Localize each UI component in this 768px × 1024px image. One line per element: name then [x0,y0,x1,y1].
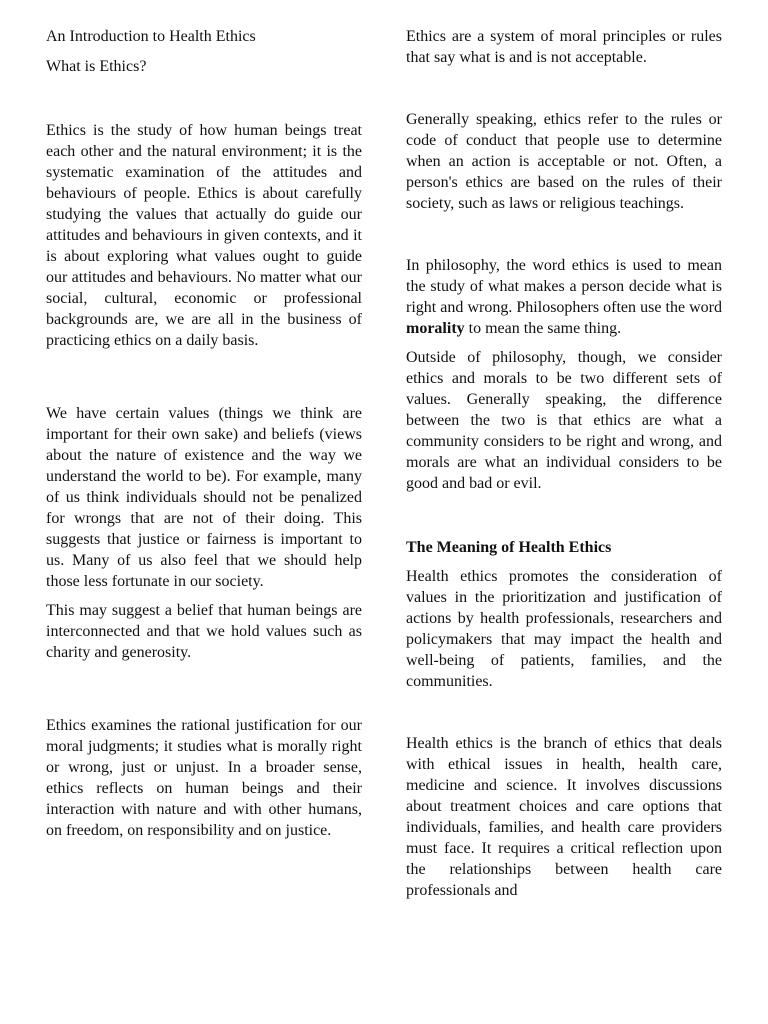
paragraph-rational-justification: Ethics examines the rational justification for our moral judgments; it studies what is morally right or wrong, just or unjust. In a broader sense, ethics reflects on human beings and their interaction with nature and with other humans, on freedom, on responsibility and on justice. [46,717,362,839]
philosophy-text-end: to mean the same thing. [464,320,622,337]
paragraph-health-ethics-promotes: Health ethics promotes the consideration of values in the prioritization and justification of actions by health professionals, researchers and policymakers that may impact the health and well-being of patients, families, and the communities. [406,568,722,690]
philosophy-text-start: In philosophy, the word ethics is used to mean the study of what makes a person decide what is right and wrong. Philosophers often use the word [406,257,722,316]
document-title: An Introduction to Health Ethics [46,28,256,45]
paragraph-ethics-definition: Ethics is the study of how human beings treat each other and the natural environment; it is the systematic examination of the attitudes and behaviours of people. Ethics is about carefully studying the values that actually do guide our attitudes and behaviours in given contexts, and it is about exploring what values ought to guide our attitudes and behaviours. No matter what our social, cultural, economic or professional backgrounds are, we are all in the business of practicing ethics on a daily basis. [46,122,362,349]
paragraph-rules-of-conduct: Generally speaking, ethics refer to the rules or code of conduct that people use to determine when an action is acceptable or not. Often, a person's ethics are based on the rules of their society, such as laws or religious teachings. [406,111,722,212]
left-column [46,26,362,841]
paragraph-ethics-vs-morals: Outside of philosophy, though, we consider ethics and morals to be two different sets of values. Generally speaking, the difference between the two is that ethics are what a community considers to be right and wrong, and morals are what an individual considers to be good and bad or evil. [406,349,722,492]
paragraph-moral-principles: Ethics are a system of moral principles or rules that say what is and is not acceptable. [406,28,722,66]
paragraph-philosophy [406,255,722,339]
paragraph-health-ethics-branch: Health ethics is the branch of ethics that deals with ethical issues in health, health care, medicine and science. It involves discussions about treatment choices and care options that individuals, families, and health care providers must face. It requires a critical reflection upon the relationships between health care professionals and [406,735,722,899]
term-morality: morality [406,320,465,337]
section-heading-what-is-ethics: What is Ethics? [46,58,147,75]
paragraph-values-beliefs: We have certain values (things we think are important for their own sake) and beliefs (views about the nature of existence and the way we understand the world to be). For example, many of us think individuals should not be penalized for wrongs that are not of their doing. This suggests that justice or fairness is important to us. Many of us also feel that we should help those less fortunate in our society. [46,405,362,590]
right-column [406,26,722,901]
section-heading-health-ethics: The Meaning of Health Ethics [406,539,612,556]
paragraph-interconnected: This may suggest a belief that human beings are interconnected and that we hold values such as charity and generosity. [46,602,362,661]
